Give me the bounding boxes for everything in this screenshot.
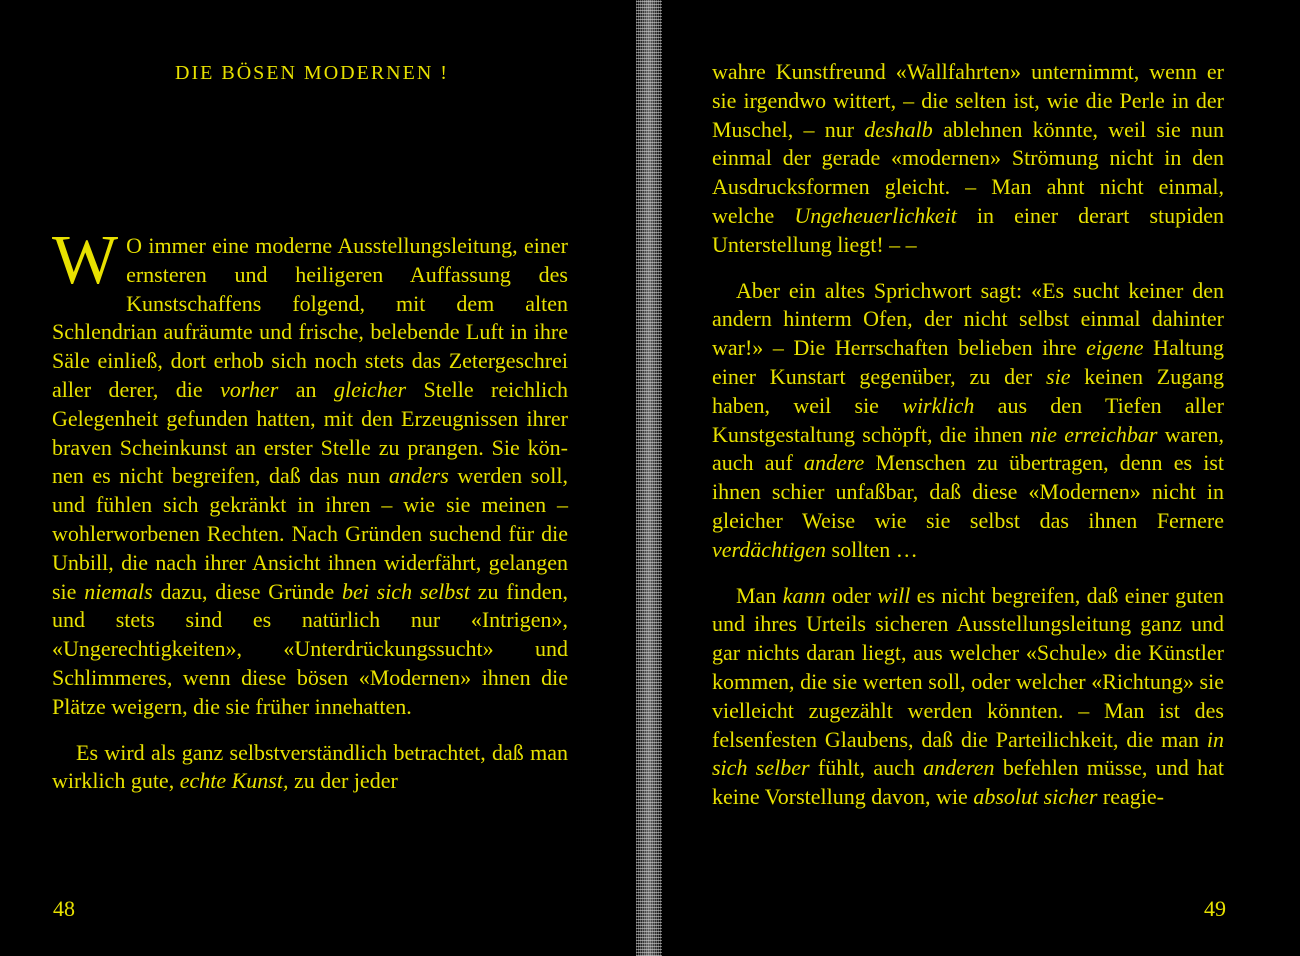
left-page bbox=[0, 0, 630, 956]
italic-text: sie bbox=[1046, 363, 1071, 389]
body-text: fühlt, auch bbox=[809, 755, 924, 781]
body-text: ablehnen könnte, weil sie nun einmal der gerade «modernen» Strömung nicht in den Ausdrucksformen gleicht. – Man ahnt nicht einmal, welche bbox=[712, 116, 1225, 228]
book-gutter bbox=[636, 0, 662, 956]
body-text: keinen Zugang haben, weil sie bbox=[712, 363, 1224, 418]
paragraph-body bbox=[52, 222, 569, 719]
italic-text: anderen bbox=[923, 755, 995, 781]
body-text: Es wird als ganz selbstverständlich betrachtet, daß man wirklich gute, bbox=[52, 739, 568, 794]
italic-text: nie erreichbar bbox=[1030, 421, 1158, 447]
body-text: Stelle reichlich Gelegenheit gefunden hatten, mit den Erzeugnissen ihrer braven Scheinkunst an erster Stelle zu prangen. Sie können es nicht begreifen, daß das nun bbox=[52, 376, 569, 489]
paragraph bbox=[712, 58, 1224, 260]
italic-text: will bbox=[877, 582, 911, 608]
italic-text: eigene bbox=[1086, 335, 1144, 361]
body-text: Menschen zu übertragen, denn es ist ihnen schier unfaßbar, daß diese «Modernen» nicht in gleicher Weise wie sie selbst das ihnen Fernere bbox=[712, 450, 1224, 533]
body-text: oder bbox=[825, 582, 878, 608]
italic-text: deshalb bbox=[864, 116, 933, 142]
body-text: O immer eine moderne Ausstellungsleitung, einer ernsteren und heiligeren Auffassung des Kunstschaffens folgend, mit dem alten Schlendrian aufräumte und frische, belebende Luft in ihre Säle einließ, dort erhob sich noch stets das Zetergeschrei aller derer, die bbox=[52, 233, 568, 402]
body-text: wahre Kunstfreund «Wallfahrten» unternimmt, wenn er sie irgendwo wittert, – die selten ist, wie die Perle in der Muschel, – nur bbox=[712, 59, 1224, 142]
body-text: reagie- bbox=[1097, 784, 1164, 810]
body-text: Haltung einer Kunstart gegenüber, zu der bbox=[712, 335, 1224, 389]
body-text: zu finden, und stets sind es natürlich nur «Intrigen», «Ungerechtigkeiten», «Unterdrückungssucht» und Schlimmeres, wenn diese bösen «Modernen» ihnen die Plätze weigern, die sie früher innehatten. bbox=[52, 578, 568, 719]
italic-text: niemals bbox=[84, 578, 153, 604]
drop-cap: W bbox=[52, 222, 119, 299]
italic-text: verdächtigen bbox=[712, 536, 827, 562]
italic-text: Ungeheuerlichkeit bbox=[794, 202, 957, 228]
italic-text: bei sich selbst bbox=[341, 578, 470, 604]
body-text: in einer derart stupiden Unterstellung liegt! – – bbox=[712, 202, 1224, 257]
page-number: 49 bbox=[1204, 896, 1226, 921]
right-page bbox=[668, 0, 1300, 956]
paragraph bbox=[712, 277, 1224, 565]
right-page-text bbox=[712, 58, 1224, 812]
italic-text: wirklich bbox=[902, 392, 975, 418]
paragraph bbox=[52, 222, 569, 722]
italic-text: gleicher bbox=[333, 376, 407, 402]
page-number: 48 bbox=[53, 896, 75, 921]
italic-text: kann bbox=[782, 582, 826, 608]
italic-text: anders bbox=[388, 463, 449, 489]
chapter-title: DIE BÖSEN MODERNEN ! bbox=[175, 62, 449, 84]
italic-text: andere bbox=[804, 450, 865, 476]
italic-text: absolut sicher bbox=[973, 784, 1098, 810]
body-text: es nicht begreifen, daß einer guten und ihres Urteils sicheren Ausstellungsleitung ganz und gar nichts daran liegt, aus welcher «Schule» die Künstler kommen, die sie werten soll, oder welcher «Richtung» sie vielleicht zugezählt werden könnten. – Man ist des felsenfesten Glaubens, daß die Parteilichkeit, die man bbox=[712, 582, 1225, 752]
left-page-text bbox=[52, 222, 569, 796]
paragraph bbox=[52, 739, 568, 797]
italic-text: in sich selber bbox=[712, 726, 1224, 781]
italic-text: echte Kunst, bbox=[179, 768, 289, 794]
paragraph bbox=[712, 582, 1224, 812]
body-text: werden soll, und fühlen sich gekränkt in ihren – wie sie meinen – wohlerworbenen Rechten. Nach Gründen suchend für die Unbill, die nach ihrer Ansicht ihnen widerfährt, gelangen sie bbox=[52, 463, 568, 604]
body-text: sollten … bbox=[826, 536, 918, 562]
italic-text: vorher bbox=[220, 376, 279, 402]
body-text: an bbox=[278, 376, 334, 402]
body-text: Man bbox=[736, 582, 783, 608]
body-text: Aber ein altes Sprichwort sagt: «Es sucht keiner den andern hinterm Ofen, der nicht selbst einmal dahinter war!» – Die Herrschaften belieben ihre bbox=[712, 277, 1224, 361]
body-text: befehlen müsse, und hat keine Vorstellung davon, wie bbox=[712, 755, 1224, 810]
body-text: waren, auch auf bbox=[712, 421, 1224, 476]
body-text: aus den Tiefen aller Kunstgestaltung schöpft, die ihnen bbox=[712, 392, 1224, 447]
body-text: dazu, diese Gründe bbox=[152, 578, 342, 604]
body-text: zu der jeder bbox=[288, 768, 398, 794]
